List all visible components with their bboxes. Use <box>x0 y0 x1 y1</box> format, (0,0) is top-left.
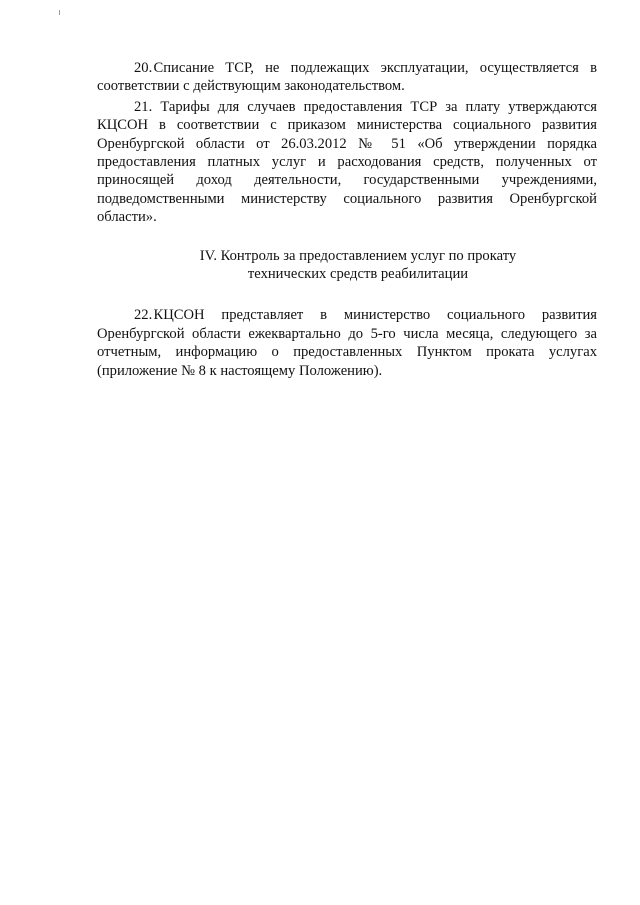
paragraph-22 <box>97 306 597 380</box>
paragraph-number: 22. <box>134 307 153 324</box>
section-heading <box>97 247 597 284</box>
paragraph-number: 21. <box>134 98 153 115</box>
paragraph-text: КЦСОН представляет в министерство социального развития Оренбургской области ежеквартально до 5-го числа месяца, следующего за отчетным, информацию о предоставленных Пунктом проката услугах (приложение № 8 к настоящему Положению). <box>97 307 597 379</box>
document-body <box>97 59 597 380</box>
section-heading-line-1: IV. Контроль за предоставлением услуг по прокату <box>199 247 517 264</box>
paragraph-21 <box>97 98 597 227</box>
scan-artifact <box>59 10 60 15</box>
paragraph-number: 20. <box>134 60 153 76</box>
paragraph-text: Списание ТСР, не подлежащих эксплуатации, осуществляется в соответствии с действующим законодательством. <box>97 60 597 95</box>
section-heading-line-2: технических средств реабилитации <box>247 266 469 283</box>
paragraph-text: Тарифы для случаев предоставления ТСР за плату утверждаются КЦСОН в соответствии с приказом министерства социального развития Оренбургской области от 26.03.2012 № 51 «Об утверждении порядка предоставления платных услуг и расходования средств, полученных от приносящей доход деятельности, государственными учреждениями, подведомственными министерству социального развития Оренбургской области». <box>97 98 597 226</box>
paragraph-20 <box>97 59 597 96</box>
